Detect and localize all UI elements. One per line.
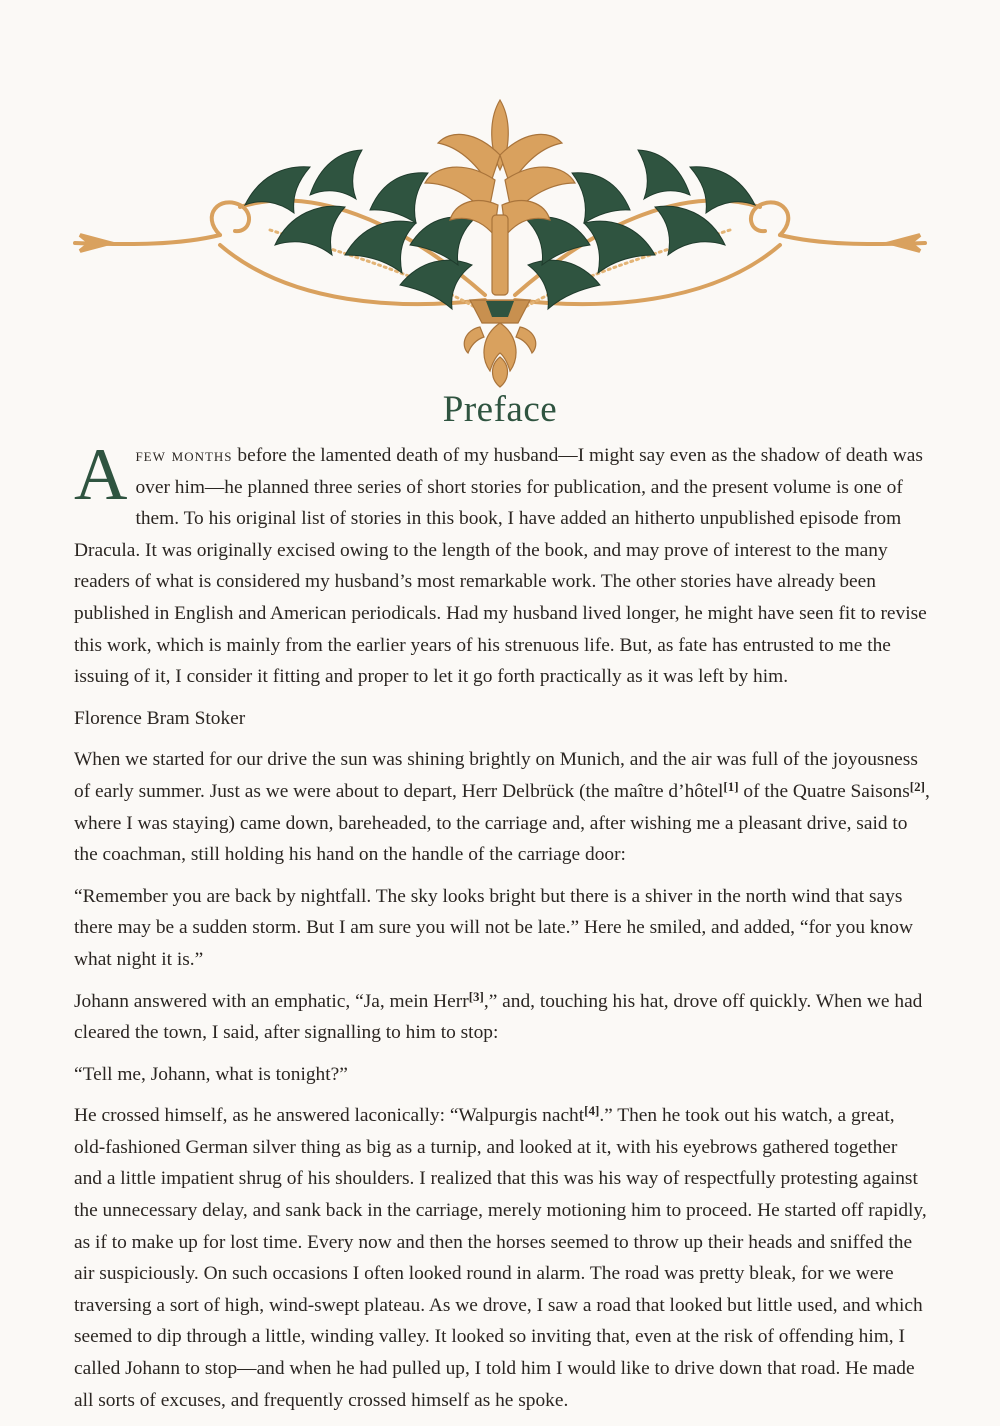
preface-paragraph bbox=[74, 434, 930, 693]
paragraph-3 bbox=[74, 986, 930, 1049]
paragraph-text: of the Quatre Saisons bbox=[738, 780, 910, 802]
preface-text: before the lamented death of my husband—I might say even as the shadow of death was over him—he planned three series of short stories for publication, and the present volume is one of them. To his original list of stories in this book, I have added an hitherto unpublished episode from Dracula. It was originally excised owing to the length of the book, and may prove of interest to the many readers of what is considered my husband’s most remarkable work. The other stories have already been published in English and American periodicals. Had my husband lived longer, he might have seen fit to revise this work, which is mainly from the earlier years of his strenuous life. But, as fate has entrusted to me the issuing of it, I consider it fitting and proper to let it go forth practically as it was left by him. bbox=[74, 445, 927, 688]
page-title: Preface bbox=[442, 389, 558, 430]
paragraph-2: “Remember you are back by nightfall. The sky looks bright but there is a shiver in the north wind that says there may be a sudden storm. But I am sure you will not be late.” Here he smiled, and added, “for you know what night it is.” bbox=[74, 885, 913, 970]
paragraph-1 bbox=[74, 744, 930, 870]
footnote-ref-2[interactable]: [2] bbox=[909, 778, 925, 794]
paragraph-text: When we started for our drive the sun was shining brightly on Munich, and the air was full of the joyousness of early summer. Just as we were about to depart, Herr Delbrück (the maître d’hôtel bbox=[74, 749, 918, 802]
paragraph-4: “Tell me, Johann, what is tonight?” bbox=[74, 1063, 348, 1085]
footnote-ref-1[interactable]: [1] bbox=[723, 778, 739, 794]
paragraph-5 bbox=[74, 1100, 930, 1416]
paragraph-text: Johann answered with an emphatic, “Ja, mein Herr bbox=[74, 990, 469, 1012]
paragraph-text: He crossed himself, as he answered laconically: “Walpurgis nacht bbox=[74, 1105, 585, 1127]
drop-cap: A bbox=[74, 434, 128, 516]
paragraph-text: , where I was staying) came down, bareheaded, to the carriage and, after wishing me a pleasant drive, said to the coachman, still holding his hand on the handle of the carriage door: bbox=[74, 780, 930, 866]
paragraph-text: .” Then he took out his watch, a great, old-fashioned German silver thing as big as a turnip, and looked at it, with his eyebrows gathered together and a little impatient shrug of his shoulders. I realized that this was his way of respectfully protesting against the unnecessary delay, and sank back in the carriage, merely motioning him to proceed. He started off rapidly, as if to make up for lost time. Every now and then the horses seemed to throw up their heads and sniffed the air suspiciously. On such occasions I often looked round in alarm. The road was pretty bleak, for we were traversing a sort of high, wind-swept plateau. As we drove, I saw a road that looked but little used, and which seemed to dip through a little, winding valley. It looked so inviting that, even at the risk of offending him, I called Johann to stop—and when he had pulled up, I told him I would like to drive down that road. He made all sorts of excuses, and frequently crossed himself as he spoke. bbox=[74, 1105, 927, 1411]
signature: Florence Bram Stoker bbox=[74, 707, 246, 729]
footnote-ref-3[interactable]: [3] bbox=[468, 988, 484, 1004]
acanthus-leaf-ornament-icon bbox=[70, 95, 930, 390]
body-text bbox=[74, 434, 930, 1426]
paragraph-text: ,” and, touching his hat, drove off quickly. When we had cleared the town, I said, after signalling to him to stop: bbox=[74, 990, 923, 1044]
footnote-ref-4[interactable]: [4] bbox=[584, 1103, 600, 1119]
lead-in: few months bbox=[135, 445, 233, 466]
